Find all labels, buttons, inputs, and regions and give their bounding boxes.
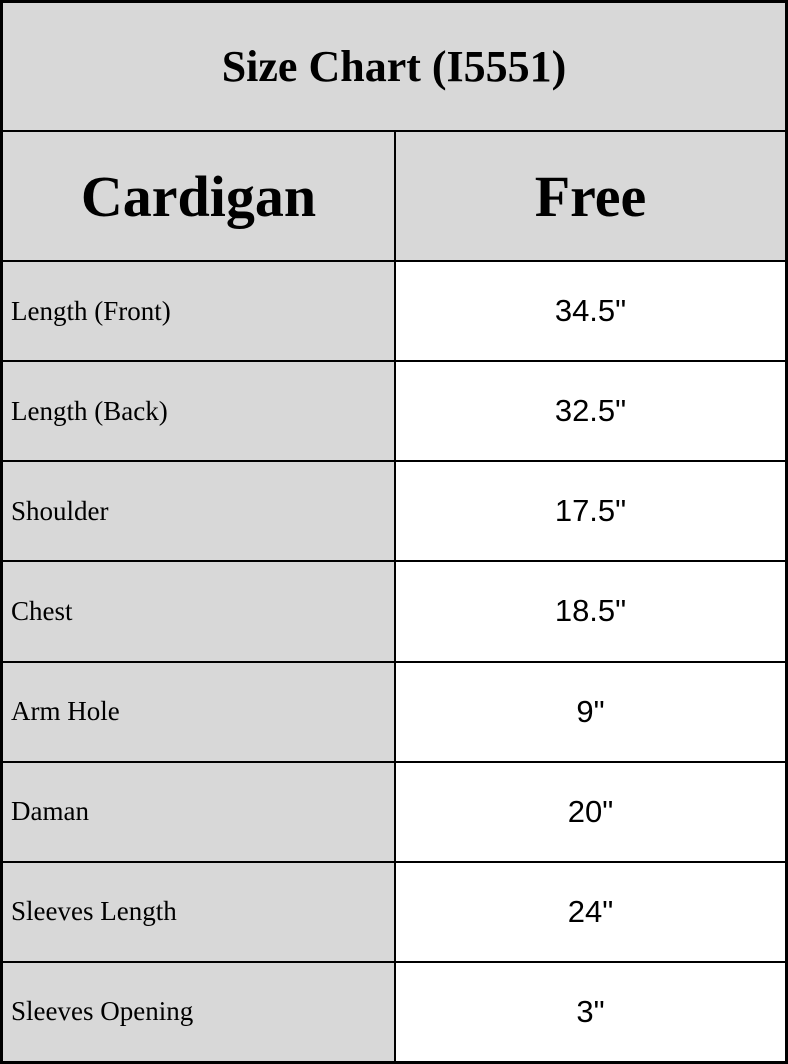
table-row: [3, 562, 785, 662]
size-chart-title: Size Chart (I5551): [3, 3, 785, 132]
column-header-item: Cardigan: [3, 132, 396, 260]
measurement-value: 3": [396, 963, 785, 1061]
measurement-label: Sleeves Length: [3, 863, 396, 961]
measurement-value: 17.5": [396, 462, 785, 560]
measurement-value: 32.5": [396, 362, 785, 460]
column-header-size: Free: [534, 163, 647, 229]
table-row: [3, 663, 785, 763]
measurement-value: 24": [396, 863, 785, 961]
table-row: [3, 863, 785, 963]
measurement-label: Arm Hole: [3, 663, 396, 761]
measurement-value: 34.5": [396, 262, 785, 360]
header-row: [3, 132, 785, 262]
measurement-value: 18.5": [396, 562, 785, 660]
measurement-label: Shoulder: [3, 462, 396, 560]
measurement-label: Sleeves Opening: [3, 963, 396, 1061]
measurement-label: Length (Front): [3, 262, 396, 360]
table-row: [3, 963, 785, 1061]
measurement-label: Chest: [3, 562, 396, 660]
measurement-value: 20": [396, 763, 785, 861]
table-row: [3, 362, 785, 462]
measurement-label: Daman: [3, 763, 396, 861]
table-row: [3, 462, 785, 562]
measurement-label: Length (Back): [3, 362, 396, 460]
table-row: [3, 262, 785, 362]
table-row: [3, 763, 785, 863]
measurement-value: 9": [396, 663, 785, 761]
